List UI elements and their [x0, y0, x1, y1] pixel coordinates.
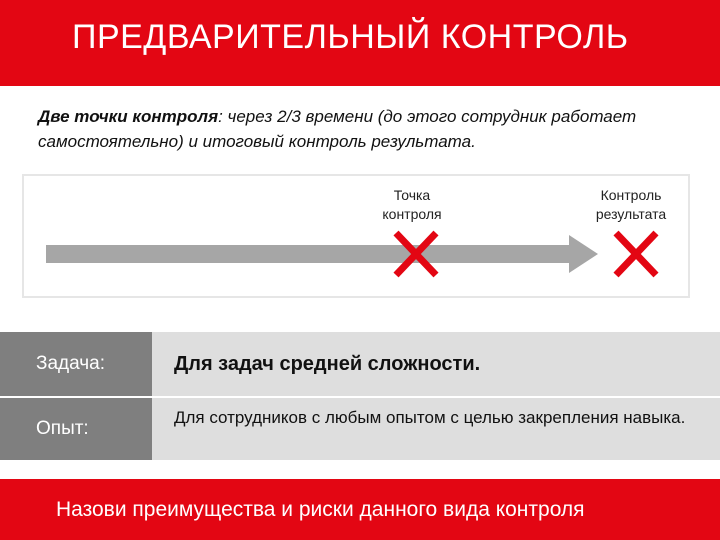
marker-label-line: Контроль	[600, 187, 662, 203]
intro-bold: Две точки контроля	[38, 107, 219, 126]
title-bar	[0, 0, 720, 86]
row-label-experience: Опыт:	[0, 398, 152, 460]
footer-bar	[0, 479, 720, 540]
timeline-graphic	[24, 176, 692, 300]
marker-label-line: результата	[595, 206, 667, 222]
row-value-task: Для задач средней сложности.	[152, 332, 720, 396]
intro-text	[38, 104, 698, 154]
row-value-experience: Для сотрудников с любым опытом с целью закрепления навыка.	[152, 398, 720, 460]
marker-label-line: Точка	[393, 187, 431, 203]
timeline-arrow	[46, 235, 598, 273]
page-title: ПРЕДВАРИТЕЛЬНЫЙ КОНТРОЛЬ	[72, 18, 629, 56]
intro-rest: : через 2/3 времени (до этого сотрудник работает самостоятельно) и итоговый контроль результата.	[38, 107, 637, 151]
footer-question: Назови преимущества и риски данного вида контроля	[56, 498, 585, 521]
row-label-task: Задача:	[0, 332, 152, 396]
red-x-icon	[616, 233, 656, 275]
timeline-panel	[22, 174, 690, 298]
marker-label-line: контроля	[382, 206, 442, 222]
